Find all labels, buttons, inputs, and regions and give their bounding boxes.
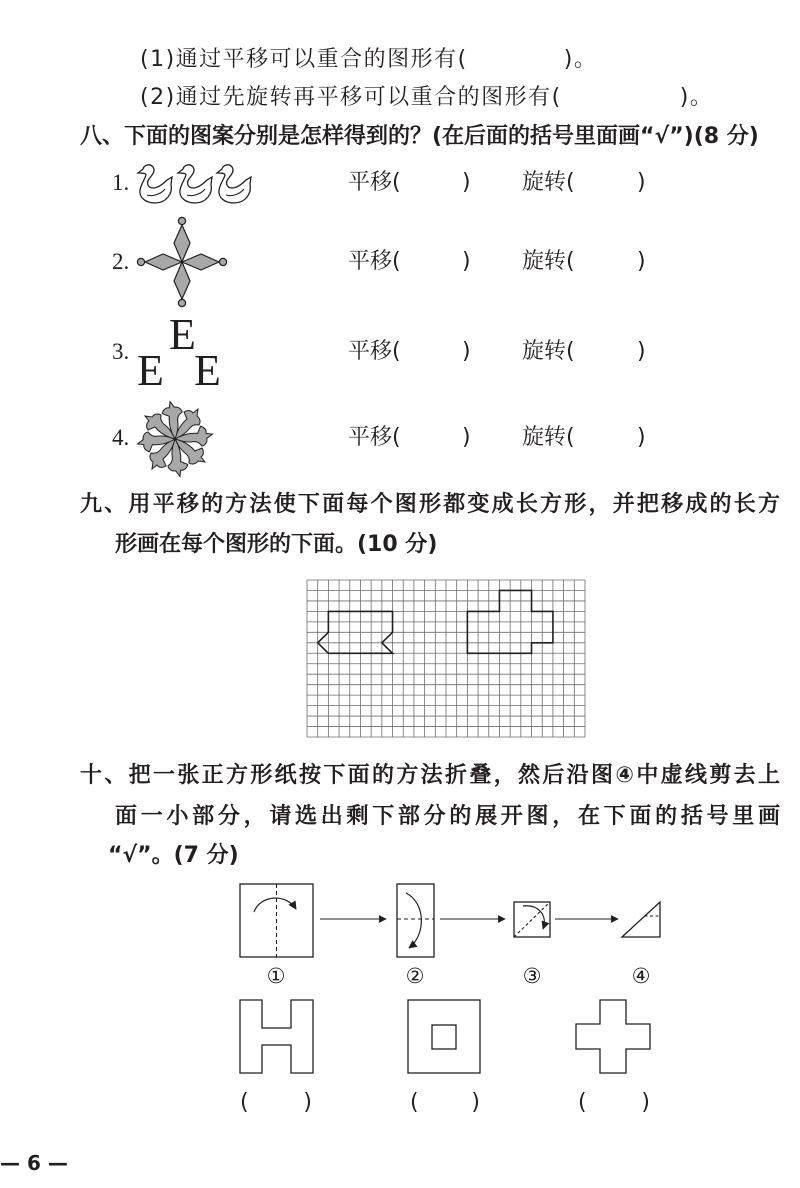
step-label-1: ① xyxy=(266,964,286,988)
translate-answer-blank[interactable] xyxy=(402,426,458,450)
letter-e-top: E xyxy=(169,310,196,359)
rotate-option-label: 旋转( xyxy=(522,170,575,195)
bracket-close: ) xyxy=(641,1090,650,1115)
letter-e-left: E xyxy=(137,346,164,395)
translate-option-close: ) xyxy=(462,339,471,364)
step-label-3: ③ xyxy=(522,964,542,988)
diamond-cross-figure xyxy=(136,216,228,308)
rotate-answer-blank[interactable] xyxy=(576,250,632,274)
rotate-answer-blank[interactable] xyxy=(576,340,632,364)
bracket-close: ) xyxy=(303,1090,312,1115)
step-label-2: ② xyxy=(405,964,425,988)
pattern-item-4 xyxy=(0,424,800,452)
question-2-text: (2)通过先旋转再平移可以重合的图形有( xyxy=(140,85,562,110)
bracket-open: ( xyxy=(410,1090,419,1115)
rotate-option-close: ) xyxy=(637,249,646,274)
section-10-heading-line-3: “√”。(7 分) xyxy=(108,843,239,868)
rotate-option-label: 旋转( xyxy=(522,249,575,274)
square-grid[interactable] xyxy=(306,579,587,739)
diamond-arm xyxy=(137,254,182,270)
unfolded-options-diagram xyxy=(230,995,670,1080)
option-inner-square-hole xyxy=(432,1025,456,1049)
item-number: 3. xyxy=(112,339,130,364)
answer-bracket-2[interactable] xyxy=(410,1089,480,1117)
option-h-shape xyxy=(240,1000,313,1073)
item-number: 2. xyxy=(112,249,130,274)
grid-lines xyxy=(307,580,585,737)
section-9-heading-line-2: 形画在每个图形的下面。(10 分) xyxy=(115,532,438,557)
rotate-option-close: ) xyxy=(637,170,646,195)
question-1-suffix: )。 xyxy=(563,47,598,72)
translate-option-label: 平移( xyxy=(348,170,401,195)
page-number: — 6 — xyxy=(0,1151,68,1175)
swan-shape xyxy=(217,165,251,203)
bracket-close: ) xyxy=(471,1090,480,1115)
option-cross-shape xyxy=(576,1000,650,1073)
question-2-line xyxy=(140,84,713,112)
item-number: 4. xyxy=(112,425,130,450)
bracket-open: ( xyxy=(240,1090,249,1115)
question-1-line xyxy=(140,46,597,74)
question-2-suffix: )。 xyxy=(679,85,714,110)
translate-option-label: 平移( xyxy=(348,249,401,274)
question-1-text: (1)通过平移可以重合的图形有( xyxy=(140,47,468,72)
step-label-4: ④ xyxy=(631,964,651,988)
translate-option-close: ) xyxy=(462,249,471,274)
pattern-item-1 xyxy=(0,169,800,197)
answer-bracket-3[interactable] xyxy=(578,1089,650,1117)
letter-e-right: E xyxy=(194,346,221,395)
swan-shape xyxy=(178,165,212,203)
section-8-heading: 八、下面的图案分别是怎样得到的？(在后面的括号里面画“√”)(8 分) xyxy=(80,124,759,149)
diamond-arm xyxy=(174,217,190,262)
translate-option-label: 平移( xyxy=(348,339,401,364)
swan-shape xyxy=(138,165,172,203)
diamond-arm xyxy=(174,262,190,307)
rotate-answer-blank[interactable] xyxy=(576,171,632,195)
answer-bracket-1[interactable] xyxy=(240,1089,312,1117)
rotate-option-label: 旋转( xyxy=(522,339,575,364)
translate-option-close: ) xyxy=(462,425,471,450)
item-number: 1. xyxy=(112,170,130,195)
folding-steps-diagram xyxy=(230,875,670,970)
question-2-answer-blank[interactable] xyxy=(562,88,680,108)
question-1-answer-blank[interactable] xyxy=(468,50,564,70)
section-10-heading-line-1: 十、把一张正方形纸按下面的方法折叠，然后沿图④中虚线剪去上 xyxy=(80,763,780,788)
step-4-triangle-paper xyxy=(622,902,660,937)
translate-option-close: ) xyxy=(462,170,471,195)
translate-answer-blank[interactable] xyxy=(402,250,458,274)
rotate-option-close: ) xyxy=(637,425,646,450)
step-2-folded-paper xyxy=(397,884,434,957)
section-9-heading-line-1: 九、用平移的方法使下面每个图形都变成长方形，并把移成的长方 xyxy=(80,492,780,517)
section-10-heading-line-2: 面一小部分，请选出剩下部分的展开图，在下面的括号里画 xyxy=(115,804,780,829)
pattern-item-3 xyxy=(0,338,800,366)
rotate-option-label: 旋转( xyxy=(522,425,575,450)
rotate-answer-blank[interactable] xyxy=(576,426,632,450)
pinwheel-figure xyxy=(134,398,216,480)
bracket-open: ( xyxy=(578,1090,587,1115)
swan-pattern-figure xyxy=(136,161,256,207)
rotate-option-close: ) xyxy=(637,339,646,364)
translate-option-label: 平移( xyxy=(348,425,401,450)
translate-answer-blank[interactable] xyxy=(402,340,458,364)
pattern-item-2 xyxy=(0,248,800,276)
diamond-arm xyxy=(182,254,227,270)
translate-answer-blank[interactable] xyxy=(402,171,458,195)
